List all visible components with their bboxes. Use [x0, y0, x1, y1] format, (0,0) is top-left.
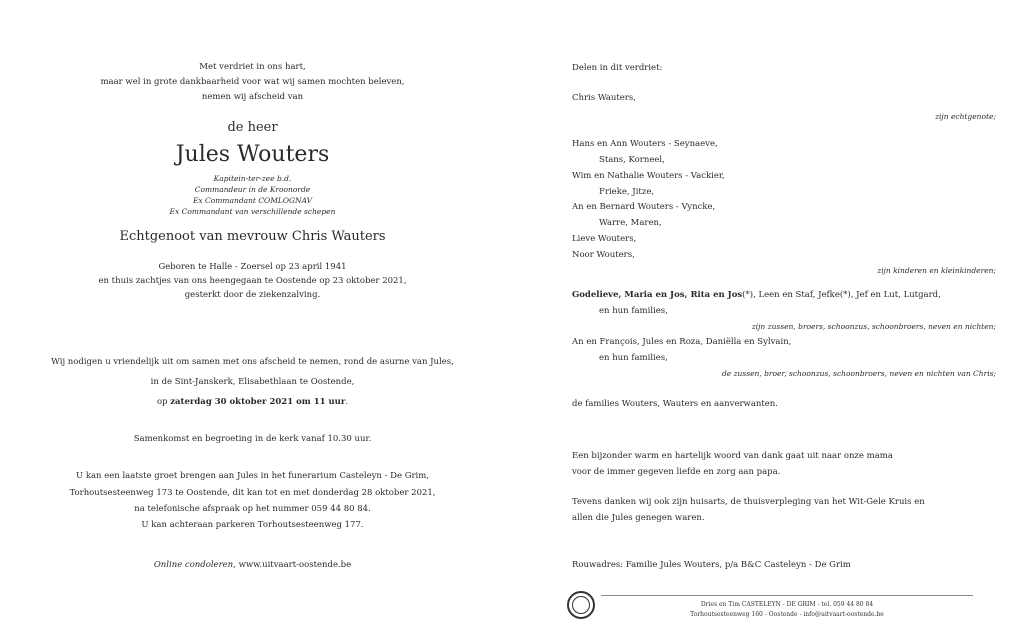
honorific: de heer: [227, 120, 278, 135]
farewell-line-4: U kan achteraan parkeren Torhoutsesteenweg 177.: [141, 520, 364, 530]
sharing-heading: Delen in dit verdriet:: [572, 63, 663, 73]
inlaws-families: en hun families,: [599, 353, 668, 363]
child-line-5: Noor Wouters,: [572, 250, 635, 260]
siblings-families: en hun families,: [599, 306, 668, 316]
siblings-rest: (*), Leen en Staf, Jefke(*), Jef en Lut, Lutgard,: [742, 290, 941, 300]
grandchild-line-1: Stans, Korneel,: [599, 155, 665, 165]
farewell-line-1: U kan een laatste groet brengen aan Jules in het funerarium Casteleyn - De Grim,: [75, 471, 430, 481]
sacrament-line: gesterkt door de ziekenzalving.: [184, 290, 321, 300]
footer-line-2: Torhoutsesteenweg 160 - Oostende - info@uitvaart-oostende.be: [690, 611, 884, 618]
grandchild-line-2: Frieke, Jitze,: [599, 187, 655, 197]
death-line: en thuis zachtjes van ons heengegaan te Oostende op 23 oktober 2021,: [98, 276, 407, 286]
inlaws-role: de zussen, broer, schoonzus, schoonbroers, neven en nichten van Chris;: [721, 369, 996, 378]
footer-line-1: Dries en Tim CASTELEYN - DE GRIM - tel. 059 44 80 84: [700, 601, 874, 608]
service-date-suffix: .: [345, 397, 349, 407]
invite-line-1: Wij nodigen u vriendelijk uit om samen met ons afscheid te nemen, rond de asurne van Jules,: [51, 357, 454, 367]
intro-line-1: Met verdriet in ons hart,: [199, 62, 306, 72]
rank-line-2: Commandeur in de Kroonorde: [194, 185, 311, 194]
grandchild-line-3: Warre, Maren,: [599, 218, 662, 228]
service-date: [0, 397, 505, 408]
intro-line-3: nemen wij afscheid van: [201, 92, 304, 102]
thanks-line-4: allen die Jules genegen waren.: [572, 513, 705, 523]
extended-families: de families Wouters, Wauters en aanverwanten.: [572, 399, 778, 409]
siblings-bold: Godelieve, Maria en Jos, Rita en Jos: [572, 290, 743, 300]
footer-divider: [601, 595, 973, 596]
deceased-name: Jules Wouters: [175, 142, 330, 167]
spouse-role: zijn echtgenote;: [935, 112, 996, 121]
child-line-1: Hans en Ann Wouters - Seynaeve,: [572, 139, 718, 149]
mourning-address: Rouwadres: Familie Jules Wouters, p/a B&C Casteleyn - De Grim: [572, 560, 851, 570]
farewell-line-3: na telefonische afspraak op het nummer 059 44 80 84.: [134, 504, 371, 514]
child-line-2: Wim en Nathalie Wouters - Vackier,: [572, 171, 725, 181]
service-date-bold: zaterdag 30 oktober 2021 om 11 uur: [170, 397, 346, 407]
rank-line-4: Ex Commandant van verschillende schepen: [169, 207, 336, 216]
farewell-line-2: Torhoutsesteenweg 173 te Oostende, dit kan tot en met donderdag 28 oktober 2021,: [69, 488, 436, 498]
spouse-line: Echtgenoot van mevrouw Chris Wauters: [119, 229, 386, 244]
rank-line-1: Kapitein-ter-zee b.d.: [213, 174, 292, 183]
online-label: Online condoleren,: [153, 560, 236, 570]
thanks-line-2: voor de immer gegeven liefde en zorg aan papa.: [572, 467, 781, 477]
thanks-line-1: Een bijzonder warm en hartelijk woord van dank gaat uit naar onze mama: [572, 451, 893, 461]
service-date-prefix: op: [156, 397, 171, 407]
birth-line: Geboren te Halle - Zoersel op 23 april 1941: [158, 262, 347, 272]
siblings-line: [572, 290, 941, 301]
inlaws-line: An en François, Jules en Roza, Daniëlla en Sylvain,: [572, 337, 792, 347]
thanks-line-3: Tevens danken wij ook zijn huisarts, de thuisverpleging van het Wit-Gele Kruis en: [572, 497, 925, 507]
left-page: [0, 0, 505, 633]
online-condolence: [0, 560, 505, 571]
rank-line-3: Ex Commandant COMLOGNAV: [192, 196, 313, 205]
intro-line-2: maar wel in grote dankbaarheid voor wat wij samen mochten beleven,: [100, 77, 405, 87]
online-url-link[interactable]: www.uitvaart-oostende.be: [235, 560, 352, 570]
siblings-role: zijn zussen, broers, schoonzus, schoonbroers, neven en nichten;: [751, 322, 996, 331]
invite-line-2: in de Sint-Janskerk, Elisabethlaan te Oostende,: [150, 377, 355, 387]
child-line-4: Lieve Wouters,: [572, 234, 637, 244]
spouse-name: Chris Wauters,: [572, 93, 636, 103]
children-role: zijn kinderen en kleinkinderen;: [877, 266, 996, 275]
gathering-line: Samenkomst en begroeting in de kerk vanaf 10.30 uur.: [133, 434, 372, 444]
child-line-3: An en Bernard Wouters - Vyncke,: [572, 202, 716, 212]
casteleyn-de-grim-seal-icon: [567, 591, 595, 619]
